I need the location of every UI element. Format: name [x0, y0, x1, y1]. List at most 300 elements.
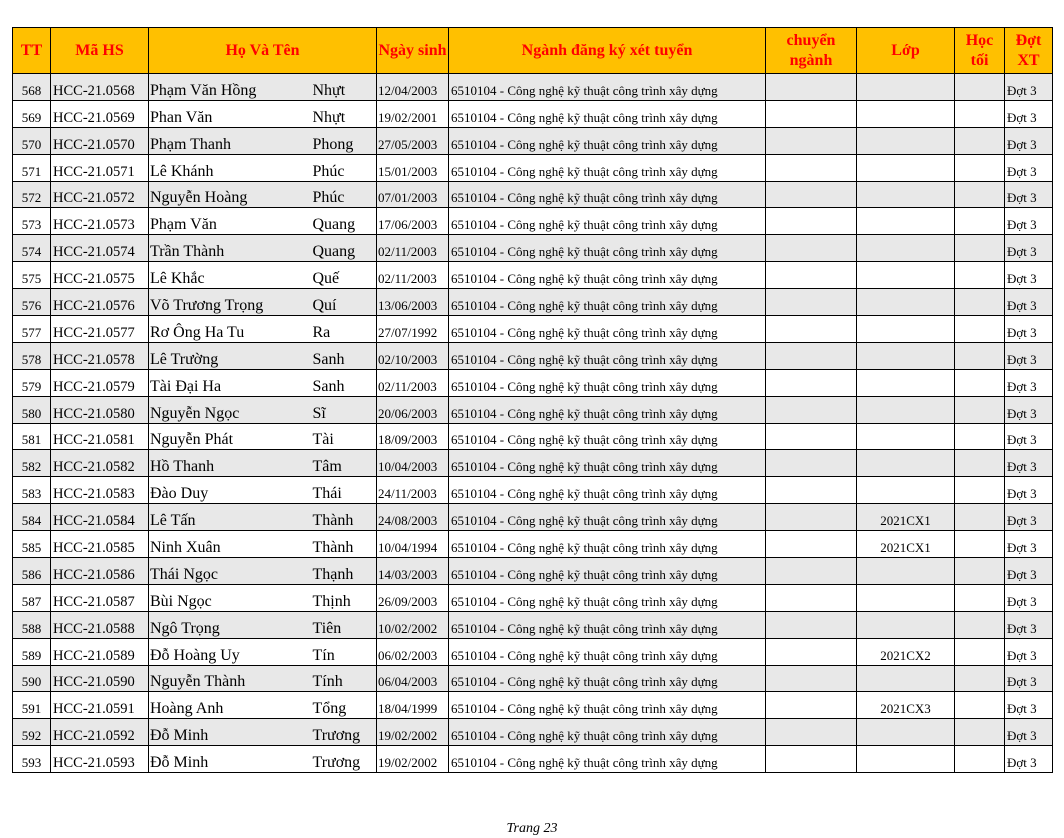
cell-student-code: HCC-21.0593 [51, 746, 149, 773]
cell-family-name: Võ Trương Trọng [149, 289, 311, 316]
cell-student-code: HCC-21.0587 [51, 584, 149, 611]
cell-tt: 569 [13, 100, 51, 127]
cell-transfer-major [766, 235, 857, 262]
cell-transfer-major [766, 611, 857, 638]
cell-class [857, 477, 955, 504]
cell-major: 6510104 - Công nghệ kỹ thuật công trình xây dựng [449, 181, 766, 208]
cell-night-study [955, 719, 1005, 746]
header-chuyen-nganh: chuyển ngành [766, 28, 857, 74]
cell-transfer-major [766, 423, 857, 450]
cell-tt: 585 [13, 531, 51, 558]
cell-night-study [955, 100, 1005, 127]
table-row [13, 100, 1053, 127]
cell-tt: 578 [13, 342, 51, 369]
cell-date-of-birth: 06/04/2003 [377, 665, 449, 692]
cell-given-name: Sanh [311, 369, 377, 396]
cell-transfer-major [766, 181, 857, 208]
cell-student-code: HCC-21.0584 [51, 504, 149, 531]
cell-tt: 584 [13, 504, 51, 531]
cell-admission-round: Đợt 3 [1005, 74, 1053, 101]
cell-night-study [955, 504, 1005, 531]
cell-transfer-major [766, 342, 857, 369]
cell-given-name: Phúc [311, 181, 377, 208]
cell-night-study [955, 262, 1005, 289]
cell-major: 6510104 - Công nghệ kỹ thuật công trình xây dựng [449, 423, 766, 450]
cell-tt: 571 [13, 154, 51, 181]
cell-admission-round: Đợt 3 [1005, 262, 1053, 289]
table-row [13, 692, 1053, 719]
cell-transfer-major [766, 208, 857, 235]
cell-date-of-birth: 10/04/1994 [377, 531, 449, 558]
cell-night-study [955, 477, 1005, 504]
header-row [13, 28, 1053, 74]
cell-transfer-major [766, 692, 857, 719]
cell-given-name: Thạnh [311, 558, 377, 585]
table-row [13, 558, 1053, 585]
cell-student-code: HCC-21.0580 [51, 396, 149, 423]
cell-student-code: HCC-21.0572 [51, 181, 149, 208]
cell-family-name: Hồ Thanh [149, 450, 311, 477]
cell-class: 2021CX1 [857, 504, 955, 531]
cell-tt: 587 [13, 584, 51, 611]
cell-family-name: Tài Đại Ha [149, 369, 311, 396]
cell-admission-round: Đợt 3 [1005, 531, 1053, 558]
cell-transfer-major [766, 558, 857, 585]
cell-tt: 575 [13, 262, 51, 289]
cell-admission-round: Đợt 3 [1005, 316, 1053, 343]
table-row [13, 584, 1053, 611]
cell-class [857, 181, 955, 208]
cell-student-code: HCC-21.0591 [51, 692, 149, 719]
header-ngay-sinh: Ngày sinh [377, 28, 449, 74]
cell-major: 6510104 - Công nghệ kỹ thuật công trình xây dựng [449, 74, 766, 101]
cell-admission-round: Đợt 3 [1005, 719, 1053, 746]
header-ho-va-ten: Họ Và Tên [149, 28, 377, 74]
cell-admission-round: Đợt 3 [1005, 584, 1053, 611]
cell-family-name: Đỗ Hoàng Uy [149, 638, 311, 665]
cell-given-name: Quang [311, 235, 377, 262]
table-row [13, 369, 1053, 396]
cell-night-study [955, 746, 1005, 773]
cell-date-of-birth: 14/03/2003 [377, 558, 449, 585]
cell-class [857, 262, 955, 289]
table-row [13, 719, 1053, 746]
cell-transfer-major [766, 746, 857, 773]
cell-transfer-major [766, 638, 857, 665]
table-row [13, 423, 1053, 450]
cell-given-name: Tài [311, 423, 377, 450]
cell-family-name: Phạm Văn [149, 208, 311, 235]
cell-night-study [955, 692, 1005, 719]
cell-tt: 590 [13, 665, 51, 692]
cell-date-of-birth: 27/07/1992 [377, 316, 449, 343]
cell-admission-round: Đợt 3 [1005, 369, 1053, 396]
cell-night-study [955, 396, 1005, 423]
cell-transfer-major [766, 74, 857, 101]
header-tt: TT [13, 28, 51, 74]
cell-date-of-birth: 02/11/2003 [377, 262, 449, 289]
cell-date-of-birth: 18/09/2003 [377, 423, 449, 450]
cell-major: 6510104 - Công nghệ kỹ thuật công trình xây dựng [449, 719, 766, 746]
cell-student-code: HCC-21.0586 [51, 558, 149, 585]
table-row [13, 477, 1053, 504]
cell-student-code: HCC-21.0588 [51, 611, 149, 638]
cell-night-study [955, 127, 1005, 154]
cell-given-name: Quang [311, 208, 377, 235]
cell-major: 6510104 - Công nghệ kỹ thuật công trình xây dựng [449, 262, 766, 289]
table-row [13, 181, 1053, 208]
cell-major: 6510104 - Công nghệ kỹ thuật công trình xây dựng [449, 611, 766, 638]
cell-given-name: Tín [311, 638, 377, 665]
table-row [13, 74, 1053, 101]
cell-night-study [955, 665, 1005, 692]
cell-class [857, 369, 955, 396]
table-row [13, 396, 1053, 423]
table-row [13, 262, 1053, 289]
table-body [13, 74, 1053, 773]
cell-tt: 570 [13, 127, 51, 154]
cell-tt: 580 [13, 396, 51, 423]
cell-family-name: Trần Thành [149, 235, 311, 262]
cell-admission-round: Đợt 3 [1005, 477, 1053, 504]
cell-family-name: Phạm Thanh [149, 127, 311, 154]
cell-tt: 568 [13, 74, 51, 101]
cell-night-study [955, 289, 1005, 316]
cell-given-name: Phúc [311, 154, 377, 181]
cell-class [857, 100, 955, 127]
cell-major: 6510104 - Công nghệ kỹ thuật công trình xây dựng [449, 558, 766, 585]
table-row [13, 665, 1053, 692]
cell-date-of-birth: 13/06/2003 [377, 289, 449, 316]
cell-night-study [955, 208, 1005, 235]
cell-family-name: Đào Duy [149, 477, 311, 504]
cell-major: 6510104 - Công nghệ kỹ thuật công trình xây dựng [449, 100, 766, 127]
header-dot-xt: Đợt XT [1005, 28, 1053, 74]
cell-admission-round: Đợt 3 [1005, 342, 1053, 369]
cell-student-code: HCC-21.0569 [51, 100, 149, 127]
cell-major: 6510104 - Công nghệ kỹ thuật công trình xây dựng [449, 127, 766, 154]
cell-date-of-birth: 15/01/2003 [377, 154, 449, 181]
cell-admission-round: Đợt 3 [1005, 450, 1053, 477]
cell-class [857, 342, 955, 369]
cell-student-code: HCC-21.0574 [51, 235, 149, 262]
table-row [13, 504, 1053, 531]
cell-family-name: Hoàng Anh [149, 692, 311, 719]
table-row [13, 450, 1053, 477]
cell-transfer-major [766, 369, 857, 396]
cell-class [857, 611, 955, 638]
cell-student-code: HCC-21.0590 [51, 665, 149, 692]
cell-given-name: Tiên [311, 611, 377, 638]
table-row [13, 342, 1053, 369]
cell-date-of-birth: 02/11/2003 [377, 235, 449, 262]
cell-night-study [955, 450, 1005, 477]
cell-date-of-birth: 07/01/2003 [377, 181, 449, 208]
cell-tt: 591 [13, 692, 51, 719]
cell-night-study [955, 531, 1005, 558]
cell-student-code: HCC-21.0577 [51, 316, 149, 343]
table-row [13, 746, 1053, 773]
cell-major: 6510104 - Công nghệ kỹ thuật công trình xây dựng [449, 289, 766, 316]
cell-admission-round: Đợt 3 [1005, 423, 1053, 450]
cell-transfer-major [766, 127, 857, 154]
cell-major: 6510104 - Công nghệ kỹ thuật công trình xây dựng [449, 665, 766, 692]
cell-major: 6510104 - Công nghệ kỹ thuật công trình xây dựng [449, 531, 766, 558]
cell-admission-round: Đợt 3 [1005, 154, 1053, 181]
table-header [13, 28, 1053, 74]
cell-major: 6510104 - Công nghệ kỹ thuật công trình xây dựng [449, 208, 766, 235]
cell-tt: 588 [13, 611, 51, 638]
cell-date-of-birth: 12/04/2003 [377, 74, 449, 101]
cell-night-study [955, 584, 1005, 611]
cell-class [857, 74, 955, 101]
cell-given-name: Tính [311, 665, 377, 692]
cell-family-name: Lê Tấn [149, 504, 311, 531]
page-number: Trang 23 [506, 821, 558, 836]
table-row [13, 208, 1053, 235]
cell-given-name: Thành [311, 531, 377, 558]
cell-tt: 583 [13, 477, 51, 504]
cell-date-of-birth: 19/02/2002 [377, 746, 449, 773]
table-row [13, 638, 1053, 665]
cell-student-code: HCC-21.0585 [51, 531, 149, 558]
cell-date-of-birth: 17/06/2003 [377, 208, 449, 235]
cell-family-name: Nguyễn Phát [149, 423, 311, 450]
cell-family-name: Phạm Văn Hồng [149, 74, 311, 101]
cell-given-name: Nhựt [311, 100, 377, 127]
cell-student-code: HCC-21.0575 [51, 262, 149, 289]
cell-given-name: Quí [311, 289, 377, 316]
cell-student-code: HCC-21.0581 [51, 423, 149, 450]
cell-night-study [955, 611, 1005, 638]
cell-transfer-major [766, 316, 857, 343]
cell-given-name: Thịnh [311, 584, 377, 611]
cell-admission-round: Đợt 3 [1005, 558, 1053, 585]
cell-night-study [955, 558, 1005, 585]
cell-transfer-major [766, 154, 857, 181]
cell-transfer-major [766, 289, 857, 316]
cell-night-study [955, 235, 1005, 262]
cell-admission-round: Đợt 3 [1005, 665, 1053, 692]
cell-night-study [955, 316, 1005, 343]
cell-transfer-major [766, 665, 857, 692]
cell-class: 2021CX3 [857, 692, 955, 719]
cell-admission-round: Đợt 3 [1005, 208, 1053, 235]
cell-date-of-birth: 10/02/2002 [377, 611, 449, 638]
cell-major: 6510104 - Công nghệ kỹ thuật công trình xây dựng [449, 504, 766, 531]
cell-student-code: HCC-21.0578 [51, 342, 149, 369]
cell-family-name: Thái Ngọc [149, 558, 311, 585]
cell-student-code: HCC-21.0571 [51, 154, 149, 181]
cell-transfer-major [766, 396, 857, 423]
cell-class [857, 746, 955, 773]
cell-tt: 572 [13, 181, 51, 208]
cell-class [857, 450, 955, 477]
cell-given-name: Sanh [311, 342, 377, 369]
cell-given-name: Nhựt [311, 74, 377, 101]
cell-tt: 579 [13, 369, 51, 396]
cell-admission-round: Đợt 3 [1005, 127, 1053, 154]
cell-student-code: HCC-21.0583 [51, 477, 149, 504]
cell-admission-round: Đợt 3 [1005, 181, 1053, 208]
cell-date-of-birth: 19/02/2002 [377, 719, 449, 746]
cell-family-name: Lê Trường [149, 342, 311, 369]
cell-class [857, 289, 955, 316]
cell-student-code: HCC-21.0582 [51, 450, 149, 477]
cell-tt: 576 [13, 289, 51, 316]
cell-major: 6510104 - Công nghệ kỹ thuật công trình xây dựng [449, 396, 766, 423]
cell-transfer-major [766, 584, 857, 611]
cell-tt: 577 [13, 316, 51, 343]
cell-family-name: Lê Khánh [149, 154, 311, 181]
header-ma-hs: Mã HS [51, 28, 149, 74]
cell-major: 6510104 - Công nghệ kỹ thuật công trình xây dựng [449, 584, 766, 611]
cell-date-of-birth: 26/09/2003 [377, 584, 449, 611]
cell-date-of-birth: 20/06/2003 [377, 396, 449, 423]
cell-night-study [955, 181, 1005, 208]
student-roster-table [12, 27, 1053, 773]
cell-student-code: HCC-21.0573 [51, 208, 149, 235]
cell-class [857, 127, 955, 154]
cell-class [857, 396, 955, 423]
cell-transfer-major [766, 719, 857, 746]
cell-date-of-birth: 18/04/1999 [377, 692, 449, 719]
cell-class [857, 235, 955, 262]
cell-family-name: Nguyễn Ngọc [149, 396, 311, 423]
table-row [13, 127, 1053, 154]
cell-major: 6510104 - Công nghệ kỹ thuật công trình xây dựng [449, 235, 766, 262]
cell-tt: 586 [13, 558, 51, 585]
cell-tt: 582 [13, 450, 51, 477]
cell-given-name: Phong [311, 127, 377, 154]
cell-given-name: Thành [311, 504, 377, 531]
cell-date-of-birth: 24/11/2003 [377, 477, 449, 504]
cell-given-name: Thái [311, 477, 377, 504]
cell-date-of-birth: 02/10/2003 [377, 342, 449, 369]
cell-date-of-birth: 10/04/2003 [377, 450, 449, 477]
cell-class [857, 584, 955, 611]
cell-date-of-birth: 27/05/2003 [377, 127, 449, 154]
cell-class: 2021CX2 [857, 638, 955, 665]
cell-transfer-major [766, 100, 857, 127]
cell-admission-round: Đợt 3 [1005, 746, 1053, 773]
cell-given-name: Trương [311, 719, 377, 746]
header-hoc-toi: Học tối [955, 28, 1005, 74]
cell-class: 2021CX1 [857, 531, 955, 558]
cell-tt: 574 [13, 235, 51, 262]
cell-transfer-major [766, 262, 857, 289]
cell-class [857, 558, 955, 585]
cell-night-study [955, 154, 1005, 181]
cell-student-code: HCC-21.0592 [51, 719, 149, 746]
cell-major: 6510104 - Công nghệ kỹ thuật công trình xây dựng [449, 369, 766, 396]
header-nganh: Ngành đăng ký xét tuyển [449, 28, 766, 74]
cell-admission-round: Đợt 3 [1005, 504, 1053, 531]
cell-given-name: Quế [311, 262, 377, 289]
header-lop: Lớp [857, 28, 955, 74]
cell-family-name: Rơ Ông Ha Tu [149, 316, 311, 343]
cell-night-study [955, 423, 1005, 450]
cell-class [857, 719, 955, 746]
table-row [13, 531, 1053, 558]
cell-given-name: Sĩ [311, 396, 377, 423]
cell-admission-round: Đợt 3 [1005, 100, 1053, 127]
cell-transfer-major [766, 450, 857, 477]
cell-transfer-major [766, 531, 857, 558]
cell-given-name: Tâm [311, 450, 377, 477]
table-row [13, 611, 1053, 638]
cell-class [857, 208, 955, 235]
cell-student-code: HCC-21.0579 [51, 369, 149, 396]
cell-tt: 592 [13, 719, 51, 746]
cell-tt: 581 [13, 423, 51, 450]
cell-night-study [955, 74, 1005, 101]
cell-major: 6510104 - Công nghệ kỹ thuật công trình xây dựng [449, 638, 766, 665]
cell-admission-round: Đợt 3 [1005, 692, 1053, 719]
cell-tt: 589 [13, 638, 51, 665]
cell-family-name: Nguyễn Hoàng [149, 181, 311, 208]
cell-tt: 593 [13, 746, 51, 773]
cell-family-name: Ninh Xuân [149, 531, 311, 558]
cell-tt: 573 [13, 208, 51, 235]
table-row [13, 289, 1053, 316]
cell-family-name: Lê Khắc [149, 262, 311, 289]
cell-night-study [955, 342, 1005, 369]
cell-major: 6510104 - Công nghệ kỹ thuật công trình xây dựng [449, 316, 766, 343]
cell-night-study [955, 369, 1005, 396]
cell-date-of-birth: 19/02/2001 [377, 100, 449, 127]
cell-family-name: Bùi Ngọc [149, 584, 311, 611]
cell-family-name: Ngô Trọng [149, 611, 311, 638]
cell-student-code: HCC-21.0570 [51, 127, 149, 154]
cell-admission-round: Đợt 3 [1005, 396, 1053, 423]
cell-family-name: Nguyễn Thành [149, 665, 311, 692]
cell-student-code: HCC-21.0568 [51, 74, 149, 101]
cell-class [857, 423, 955, 450]
cell-class [857, 316, 955, 343]
cell-major: 6510104 - Công nghệ kỹ thuật công trình xây dựng [449, 342, 766, 369]
table-row [13, 316, 1053, 343]
cell-transfer-major [766, 477, 857, 504]
cell-admission-round: Đợt 3 [1005, 638, 1053, 665]
cell-given-name: Trương [311, 746, 377, 773]
cell-student-code: HCC-21.0576 [51, 289, 149, 316]
table-row [13, 235, 1053, 262]
cell-major: 6510104 - Công nghệ kỹ thuật công trình xây dựng [449, 154, 766, 181]
cell-major: 6510104 - Công nghệ kỹ thuật công trình xây dựng [449, 477, 766, 504]
cell-given-name: Tổng [311, 692, 377, 719]
cell-class [857, 665, 955, 692]
cell-date-of-birth: 24/08/2003 [377, 504, 449, 531]
cell-night-study [955, 638, 1005, 665]
cell-date-of-birth: 06/02/2003 [377, 638, 449, 665]
cell-transfer-major [766, 504, 857, 531]
cell-student-code: HCC-21.0589 [51, 638, 149, 665]
cell-given-name: Ra [311, 316, 377, 343]
cell-admission-round: Đợt 3 [1005, 611, 1053, 638]
cell-major: 6510104 - Công nghệ kỹ thuật công trình xây dựng [449, 746, 766, 773]
cell-class [857, 154, 955, 181]
cell-major: 6510104 - Công nghệ kỹ thuật công trình xây dựng [449, 692, 766, 719]
cell-date-of-birth: 02/11/2003 [377, 369, 449, 396]
cell-family-name: Đỗ Minh [149, 719, 311, 746]
table-row [13, 154, 1053, 181]
cell-family-name: Đỗ Minh [149, 746, 311, 773]
cell-admission-round: Đợt 3 [1005, 235, 1053, 262]
cell-admission-round: Đợt 3 [1005, 289, 1053, 316]
cell-major: 6510104 - Công nghệ kỹ thuật công trình xây dựng [449, 450, 766, 477]
cell-family-name: Phan Văn [149, 100, 311, 127]
